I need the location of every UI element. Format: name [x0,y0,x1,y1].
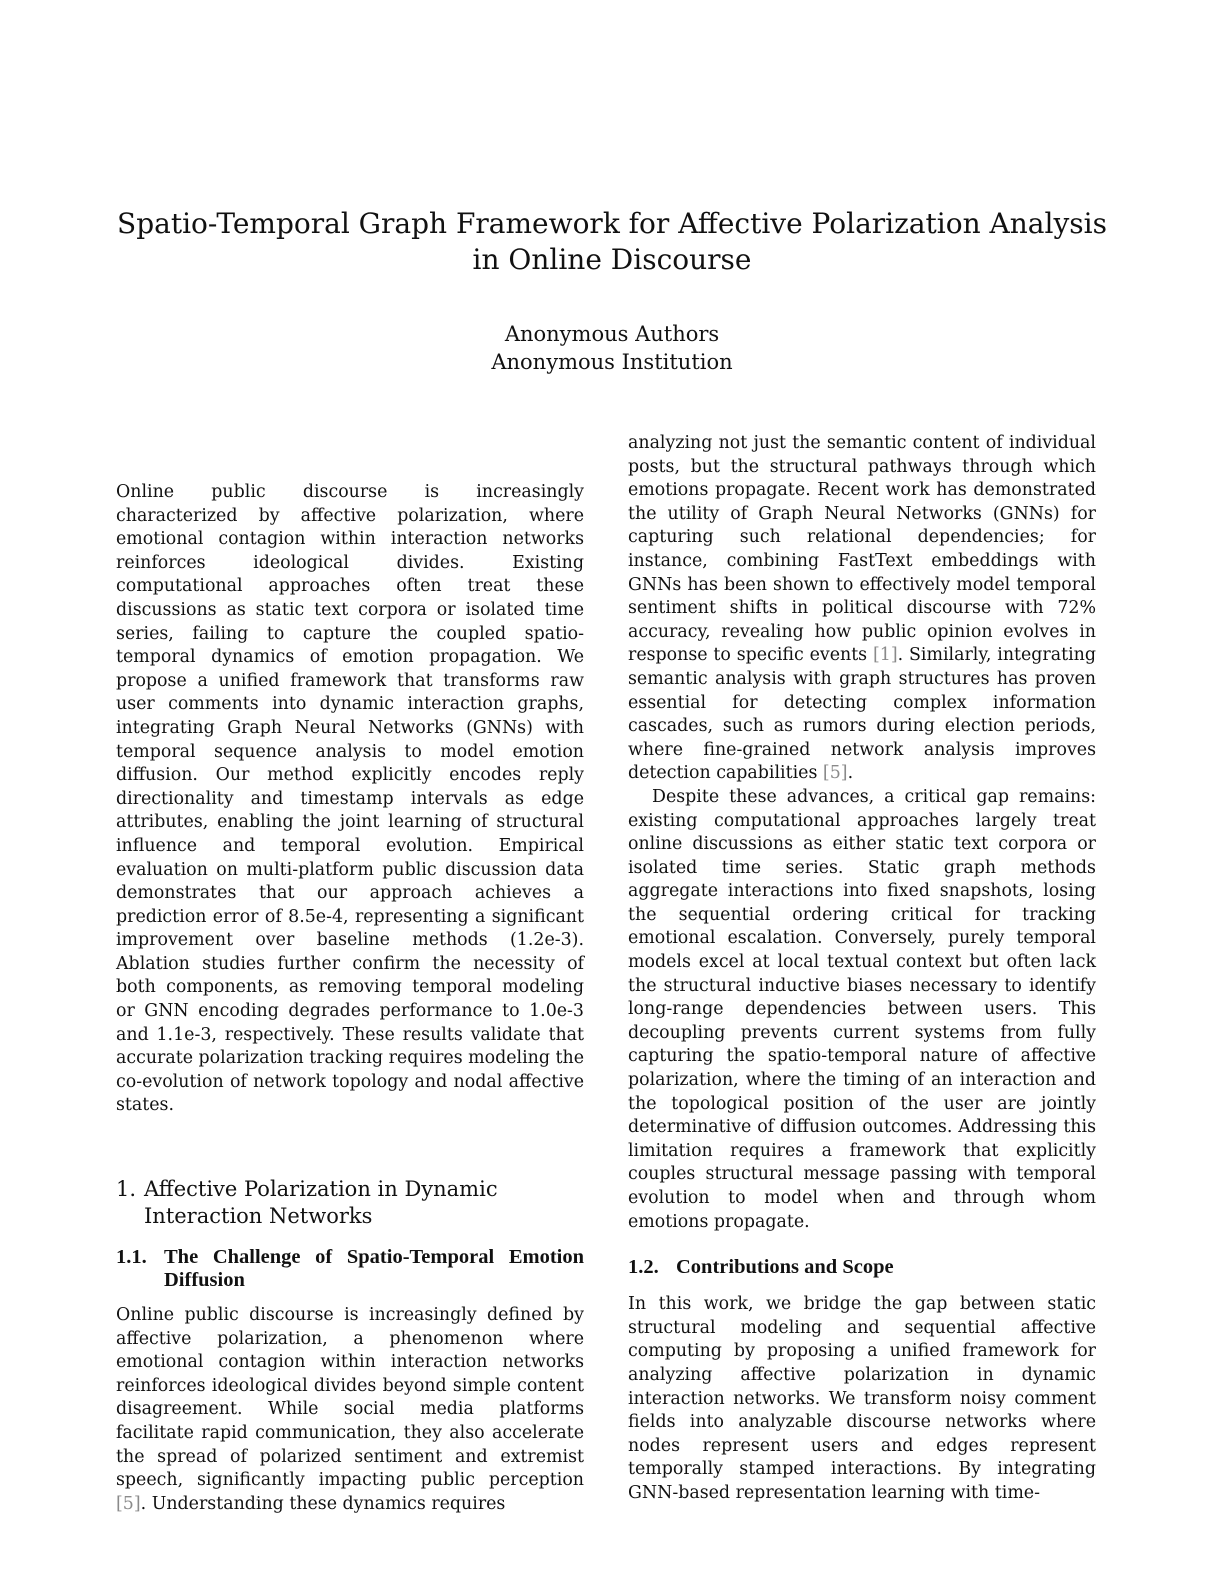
subsection-1-1-heading [116,1246,584,1292]
author-block [100,320,1124,376]
citation-link[interactable]: [5] [116,1493,141,1514]
abstract-text: Online public discourse is increasingly characterized by affective polarization, where emotional contagion within interaction networks reinforces ideological divides. Existing computational approaches often treat these discussions as static text corpora or isolated time series, failing to capture the coupled spatio-temporal dynamics of emotion propagation. We propose a unified framework that transforms raw user comments into dynamic interaction graphs, integrating Graph Neural Networks (GNNs) with temporal sequence analysis to model emotion diffusion. Our method explicitly encodes reply directionality and timestamp intervals as edge attributes, enabling the joint learning of structural influence and temporal evolution. Empirical evaluation on multi-platform public discussion data demonstrates that our approach achieves a prediction error of 8.5e-4, representing a significant improvement over baseline methods (1.2e-3). Ablation studies further confirm the necessity of both components, as removing temporal modeling or GNN encoding degrades performance to 1.0e-3 and 1.1e-3, respectively. These results validate that accurate polarization tracking requires modeling the co-evolution of network topology and nodal affective states. [116,482,585,1116]
subsection-title: Contributions and Scope [676,1256,894,1279]
intro-paragraph-2: Despite these advances, a critical gap remains: existing computational approaches largely treat online discussions as either static text corpora or isolated time series. Static graph methods aggregate interactions into fixed snapshots, losing the sequential ordering critical for tracking emotional escalation. Conversely, purely temporal models excel at local textual context but often lack the structural inductive biases necessary to identify long-range dependencies between users. This decoupling prevents current systems from fully capturing the spatio-temporal nature of affective polarization, where the timing of an interaction and the topological position of the user are jointly determinative of diffusion outcomes. Addressing this limitation requires a framework that explicitly couples structural message passing with temporal evolution to model when and through whom emotions propagate. [628,786,1096,1232]
section-title: Affective Polarization in Dynamic Interaction Networks [144,1177,498,1229]
citation-link[interactable]: [5] [822,763,848,784]
paper-title: Spatio-Temporal Graph Framework for Affective Polarization Analysis in Online Discourse [117,207,1107,276]
subsection-number: 1.2. [628,1256,659,1279]
author-institution: Anonymous Institution [491,350,733,374]
paragraph-text: . Understanding these dynamics requires [140,1493,506,1514]
paragraph-text: . [847,763,854,784]
intro-paragraph-1-continued [628,432,1096,786]
left-column [116,481,584,1516]
paragraph-text: Online public discourse is increasingly defined by affective polarization, a phenomenon where emotional contagion within interaction networks reinforces ideological divides beyond simple content disagreement. While social media platforms facilitate rapid communication, they also accelerate the spread of polarized sentiment and extremist speech, significantly impacting public perception [116,1305,584,1491]
right-column [628,432,1096,1506]
subsection-number: 1.1. [116,1246,147,1269]
intro-paragraph-1 [116,1304,584,1516]
author-names: Anonymous Authors [504,322,720,346]
subsection-1-2-heading [628,1256,1096,1279]
subsection-title: The Challenge of Spatio-Temporal Emotion Diffusion [164,1246,584,1292]
paragraph-text: analyzing not just the semantic content of individual posts, but the structural pathways through which emotions propagate. Recent work has demonstrated the utility of Graph Neural Networks (GNNs) for capturing such relational dependencies; for instance, combining FastText embeddings with GNNs has been shown to effectively model temporal sentiment shifts in political discourse with 72% accuracy, revealing how public opinion evolves in response to specific events [628,433,1096,666]
section-number: 1. [116,1177,137,1202]
contributions-paragraph: In this work, we bridge the gap between static structural modeling and sequential affective computing by proposing a unified framework for analyzing affective polarization in dynamic interaction networks. We transform noisy comment fields into analyzable discourse networks where nodes represent users and edges represent temporally stamped interactions. By integrating GNN-based representation learning with time- [628,1294,1096,1503]
section-1-heading [116,1176,584,1230]
citation-link[interactable]: [1] [872,645,898,666]
paragraph-text: . Similarly, integrating semantic analysis with graph structures has proven essential for detecting complex information cascades, such as rumors during election periods, where fine-grained network analysis improves detection capabilities [628,645,1096,784]
